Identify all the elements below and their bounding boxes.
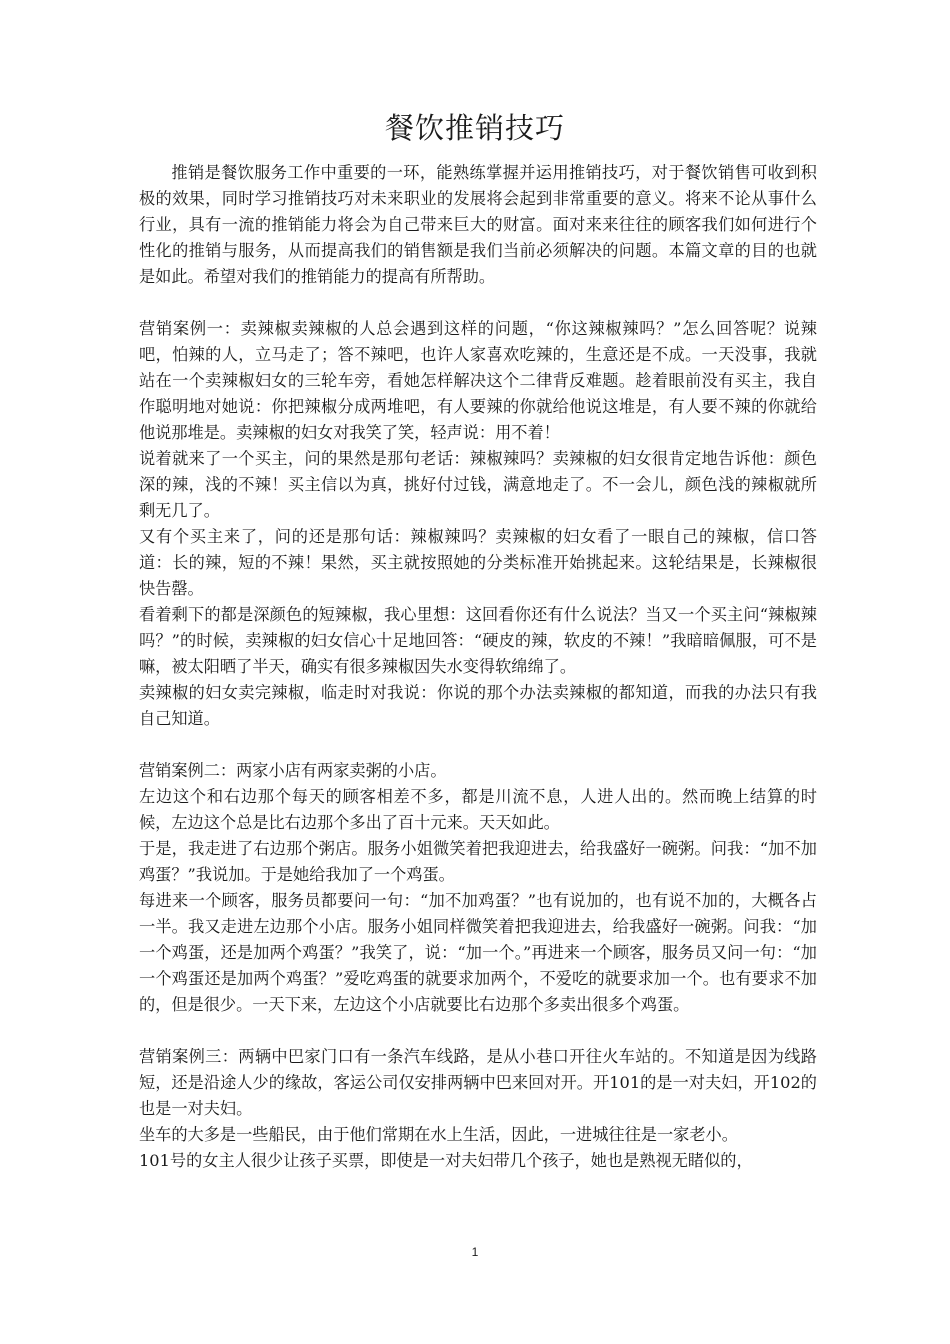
case-2-paragraph: 每进来一个顾客，服务员都要问一句：“加不加鸡蛋？”也有说加的，也有说不加的，大概各占一半。我又走进左边那个小店。服务小姐同样微笑着把我迎进去，给我盛好一碗粥。问我：“加一个鸡蛋，还是加两个鸡蛋？”我笑了，说：“加一个。”再进来一个顾客，服务员又问一句：“加一个鸡蛋还是加两个鸡蛋？”爱吃鸡蛋的就要求加两个，不爱吃的就要求加一个。也有要求不加的，但是很少。一天下来，左边这个小店就要比右边那个多卖出很多个鸡蛋。 [139,891,817,1014]
case-1-paragraph: 卖辣椒的妇女卖完辣椒，临走时对我说：你说的那个办法卖辣椒的都知道，而我的办法只有我自己知道。 [139,683,817,728]
paragraph-gap [139,1018,817,1044]
document-title: 餐饮推销技巧 [384,111,565,145]
case-3-paragraph: 营销案例三：两辆中巴家门口有一条汽车线路，是从小巷口开往火车站的。不知道是因为线路短，还是沿途人少的缘故，客运公司仅安排两辆中巴来回对开。开101的是一对夫妇，开102的也是一对夫妇。 [139,1047,817,1118]
paragraph-gap [139,732,817,758]
paragraph-gap [139,290,817,316]
document-body [139,160,817,1174]
case-2-paragraph: 左边这个和右边那个每天的顾客相差不多，都是川流不息，人进人出的。然而晚上结算的时候，左边这个总是比右边那个多出了百十元来。天天如此。 [139,787,817,832]
case-3-paragraph: 坐车的大多是一些船民，由于他们常期在水上生活，因此，一进城往往是一家老小。 [139,1125,738,1144]
case-2-paragraph: 于是，我走进了右边那个粥店。服务小姐微笑着把我迎进去，给我盛好一碗粥。问我：“加不加鸡蛋？”我说加。于是她给我加了一个鸡蛋。 [139,839,817,884]
case-1-section [139,316,817,732]
case-3-paragraph: 101号的女主人很少让孩子买票，即使是一对夫妇带几个孩子，她也是熟视无睹似的， [139,1151,753,1170]
case-2-paragraph: 营销案例二：两家小店有两家卖粥的小店。 [139,761,447,780]
case-1-paragraph: 看着剩下的都是深颜色的短辣椒，我心里想：这回看你还有什么说法？当又一个买主问“辣椒辣吗？”的时候，卖辣椒的妇女信心十足地回答：“硬皮的辣，软皮的不辣！”我暗暗佩服，可不是嘛，被太阳晒了半天，确实有很多辣椒因失水变得软绵绵了。 [139,605,817,676]
case-1-paragraph: 说着就来了一个买主，问的果然是那句老话：辣椒辣吗？卖辣椒的妇女很肯定地告诉他：颜色深的辣，浅的不辣！买主信以为真，挑好付过钱，满意地走了。不一会儿，颜色浅的辣椒就所剩无几了。 [139,449,817,520]
case-3-section [139,1044,817,1174]
case-1-paragraph: 营销案例一：卖辣椒卖辣椒的人总会遇到这样的问题，“你这辣椒辣吗？”怎么回答呢？说辣吧，怕辣的人，立马走了；答不辣吧，也许人家喜欢吃辣的，生意还是不成。一天没事，我就站在一个卖辣椒妇女的三轮车旁，看她怎样解决这个二律背反难题。趁着眼前没有买主，我自作聪明地对她说：你把辣椒分成两堆吧，有人要辣的你就给他说这堆是，有人要不辣的你就给他说那堆是。卖辣椒的妇女对我笑了笑，轻声说：用不着！ [139,319,817,442]
case-1-paragraph: 又有个买主来了，问的还是那句话：辣椒辣吗？卖辣椒的妇女看了一眼自己的辣椒，信口答道：长的辣，短的不辣！果然，买主就按照她的分类标准开始挑起来。这轮结果是，长辣椒很快告罄。 [139,527,817,598]
case-2-section [139,758,817,1018]
intro-paragraph: 推销是餐饮服务工作中重要的一环，能熟练掌握并运用推销技巧，对于餐饮销售可收到积极的效果，同时学习推销技巧对未来职业的发展将会起到非常重要的意义。将来不论从事什么行业，具有一流的推销能力将会为自己带来巨大的财富。面对来来往往的顾客我们如何进行个性化的推销与服务，从而提高我们的销售额是我们当前必须解决的问题。本篇文章的目的也就是如此。希望对我们的推销能力的提高有所帮助。 [139,163,817,286]
page-number: 1 [471,1245,479,1259]
